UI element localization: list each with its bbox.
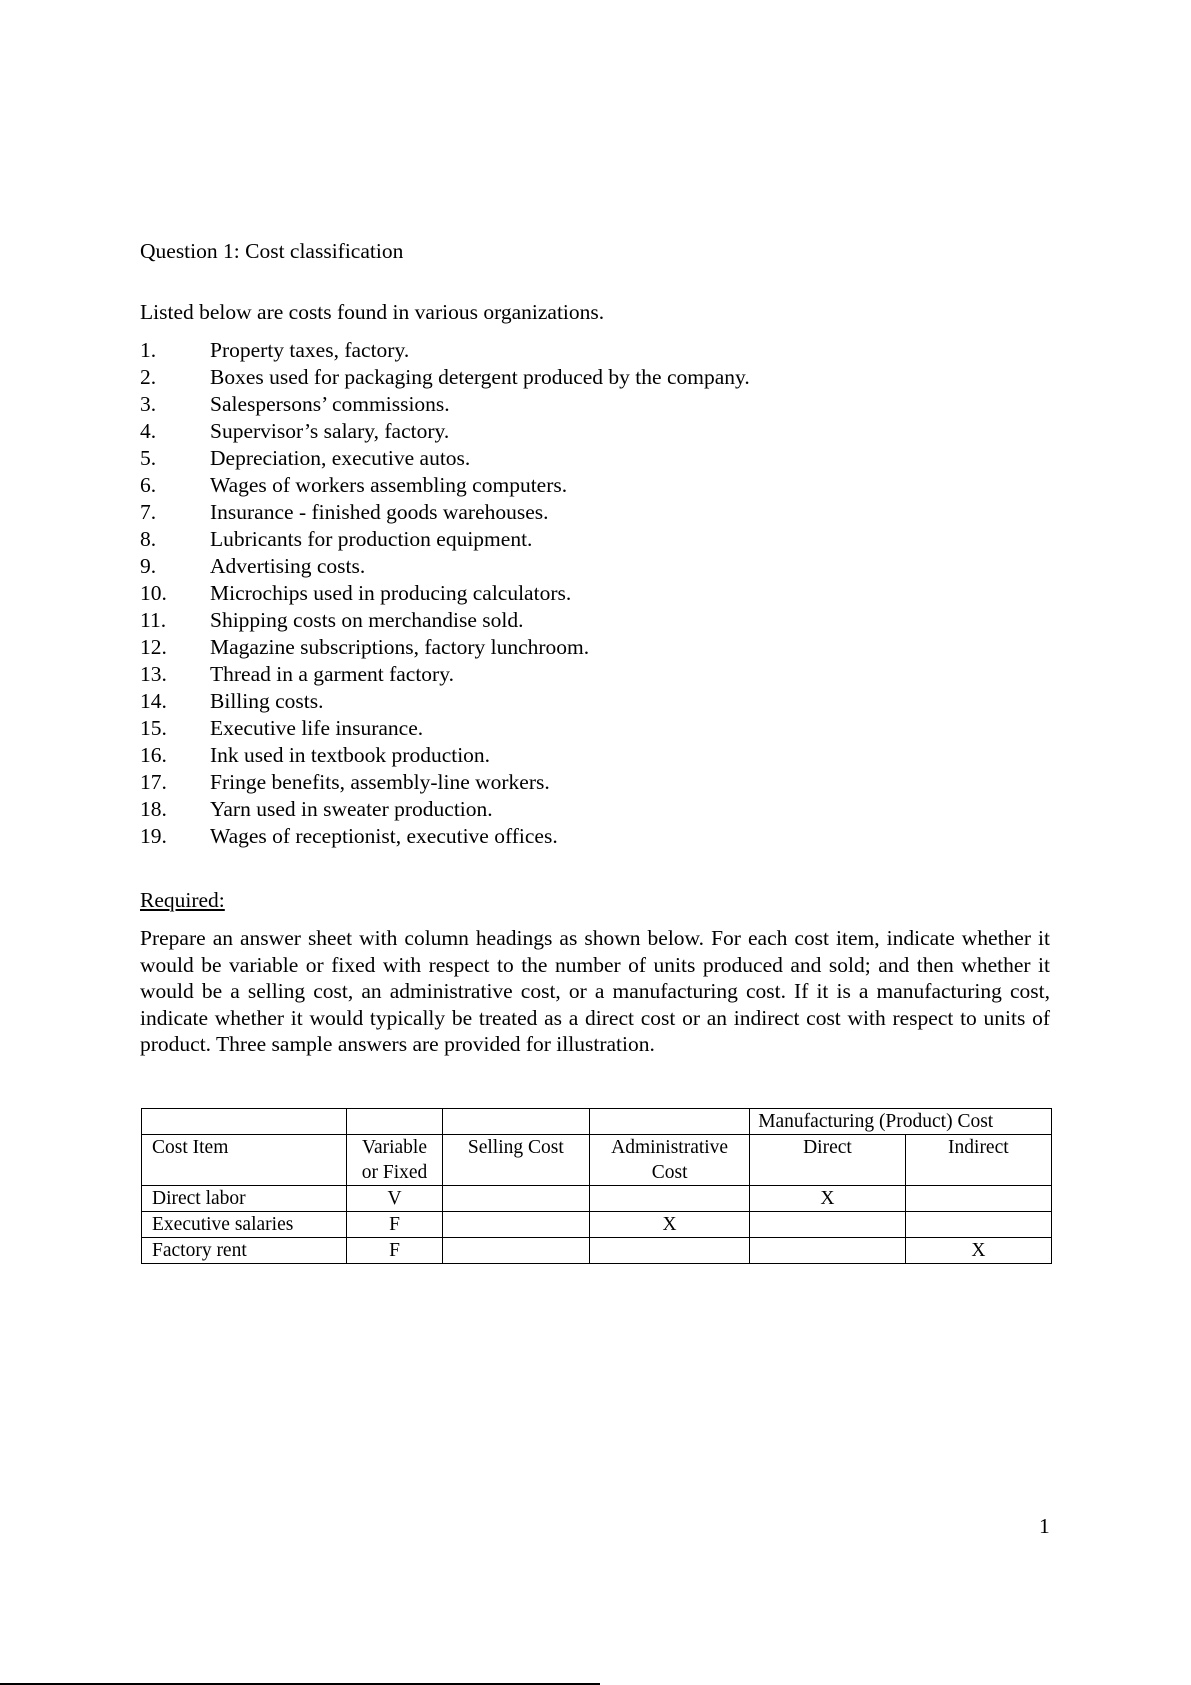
item-text: Fringe benefits, assembly-line workers.	[210, 770, 550, 794]
header-indirect: Indirect	[905, 1135, 1051, 1186]
item-number: 1.	[140, 338, 157, 362]
list-item	[140, 553, 750, 580]
item-text: Ink used in textbook production.	[210, 743, 491, 767]
item-text: Executive life insurance.	[210, 716, 424, 740]
cell-admin	[590, 1238, 750, 1264]
item-text: Salespersons’ commissions.	[210, 392, 450, 416]
cell-variable-fixed: F	[347, 1238, 442, 1264]
item-text: Depreciation, executive autos.	[210, 446, 471, 470]
cell-indirect: X	[905, 1238, 1051, 1264]
cell-selling	[442, 1212, 589, 1238]
empty-cell	[142, 1109, 347, 1135]
cell-cost-item: Executive salaries	[142, 1212, 347, 1238]
item-number: 3.	[140, 392, 157, 416]
item-number: 11.	[140, 608, 167, 632]
list-item	[140, 472, 750, 499]
item-text: Wages of workers assembling computers.	[210, 473, 568, 497]
list-item	[140, 715, 750, 742]
item-number: 13.	[140, 662, 167, 686]
item-text: Microchips used in producing calculators.	[210, 581, 572, 605]
required-instructions: Prepare an answer sheet with column headings as shown below. For each cost item, indicate whether it would be variable or fixed with respect to the number of units produced and sold; and then whether it would be a selling cost, an administrative cost, or a manufacturing cost. If it is a manufacturing cost, indicate whether it would typically be treated as a direct cost or an indirect cost with respect to units of product. Three sample answers are provided for illustration.	[140, 926, 1050, 1057]
item-text: Advertising costs.	[210, 554, 366, 578]
table-row	[142, 1238, 1052, 1264]
cost-items-list	[140, 337, 750, 850]
page-number: 1	[1039, 1514, 1050, 1538]
cell-cost-item: Factory rent	[142, 1238, 347, 1264]
cell-direct: X	[750, 1186, 906, 1212]
list-item	[140, 499, 750, 526]
item-number: 17.	[140, 770, 167, 794]
cell-variable-fixed: V	[347, 1186, 442, 1212]
item-text: Shipping costs on merchandise sold.	[210, 608, 524, 632]
list-item	[140, 364, 750, 391]
list-item	[140, 607, 750, 634]
list-item	[140, 391, 750, 418]
header-line: Cost	[651, 1162, 688, 1183]
header-cost-item: Cost Item	[142, 1135, 347, 1186]
cell-cost-item: Direct labor	[142, 1186, 347, 1212]
list-item	[140, 580, 750, 607]
list-item	[140, 796, 750, 823]
header-administrative-cost	[590, 1135, 750, 1186]
item-text: Supervisor’s salary, factory.	[210, 419, 450, 443]
item-number: 16.	[140, 743, 167, 767]
list-item	[140, 661, 750, 688]
item-number: 7.	[140, 500, 157, 524]
item-text: Property taxes, factory.	[210, 338, 410, 362]
list-item	[140, 634, 750, 661]
item-number: 2.	[140, 365, 157, 389]
answer-sheet-table	[141, 1108, 1052, 1264]
item-number: 15.	[140, 716, 167, 740]
list-item	[140, 688, 750, 715]
list-item	[140, 418, 750, 445]
item-number: 12.	[140, 635, 167, 659]
item-number: 5.	[140, 446, 157, 470]
item-text: Thread in a garment factory.	[210, 662, 454, 686]
list-item	[140, 445, 750, 472]
header-line: Administrative	[611, 1137, 729, 1158]
manufacturing-cost-group-header: Manufacturing (Product) Cost	[750, 1109, 1052, 1135]
required-heading: Required:	[140, 888, 225, 912]
list-item	[140, 742, 750, 769]
cell-direct	[750, 1238, 906, 1264]
cell-direct	[750, 1212, 906, 1238]
list-item	[140, 823, 750, 850]
cell-indirect	[905, 1186, 1051, 1212]
item-text: Insurance - finished goods warehouses.	[210, 500, 549, 524]
cell-indirect	[905, 1212, 1051, 1238]
group-header-row	[142, 1109, 1052, 1135]
item-text: Magazine subscriptions, factory lunchroom.	[210, 635, 590, 659]
list-item	[140, 526, 750, 553]
list-item	[140, 769, 750, 796]
item-number: 19.	[140, 824, 167, 848]
empty-cell	[442, 1109, 589, 1135]
table-row	[142, 1212, 1052, 1238]
table-row	[142, 1186, 1052, 1212]
item-number: 8.	[140, 527, 157, 551]
header-selling-cost: Selling Cost	[442, 1135, 589, 1186]
header-line: Variable	[362, 1137, 427, 1158]
empty-cell	[347, 1109, 442, 1135]
item-number: 4.	[140, 419, 157, 443]
item-number: 6.	[140, 473, 157, 497]
intro-text: Listed below are costs found in various organizations.	[140, 300, 605, 324]
cell-admin: X	[590, 1212, 750, 1238]
item-text: Billing costs.	[210, 689, 324, 713]
item-text: Lubricants for production equipment.	[210, 527, 533, 551]
item-text: Boxes used for packaging detergent produced by the company.	[210, 365, 750, 389]
item-number: 14.	[140, 689, 167, 713]
item-number: 9.	[140, 554, 157, 578]
header-variable-or-fixed	[347, 1135, 442, 1186]
cell-selling	[442, 1238, 589, 1264]
header-direct: Direct	[750, 1135, 906, 1186]
item-number: 18.	[140, 797, 167, 821]
item-text: Wages of receptionist, executive offices.	[210, 824, 558, 848]
item-text: Yarn used in sweater production.	[210, 797, 493, 821]
cell-selling	[442, 1186, 589, 1212]
cell-admin	[590, 1186, 750, 1212]
question-title: Question 1: Cost classification	[140, 239, 404, 263]
empty-cell	[590, 1109, 750, 1135]
cell-variable-fixed: F	[347, 1212, 442, 1238]
column-header-row	[142, 1135, 1052, 1186]
item-number: 10.	[140, 581, 167, 605]
header-line: or Fixed	[361, 1162, 428, 1183]
list-item	[140, 337, 750, 364]
